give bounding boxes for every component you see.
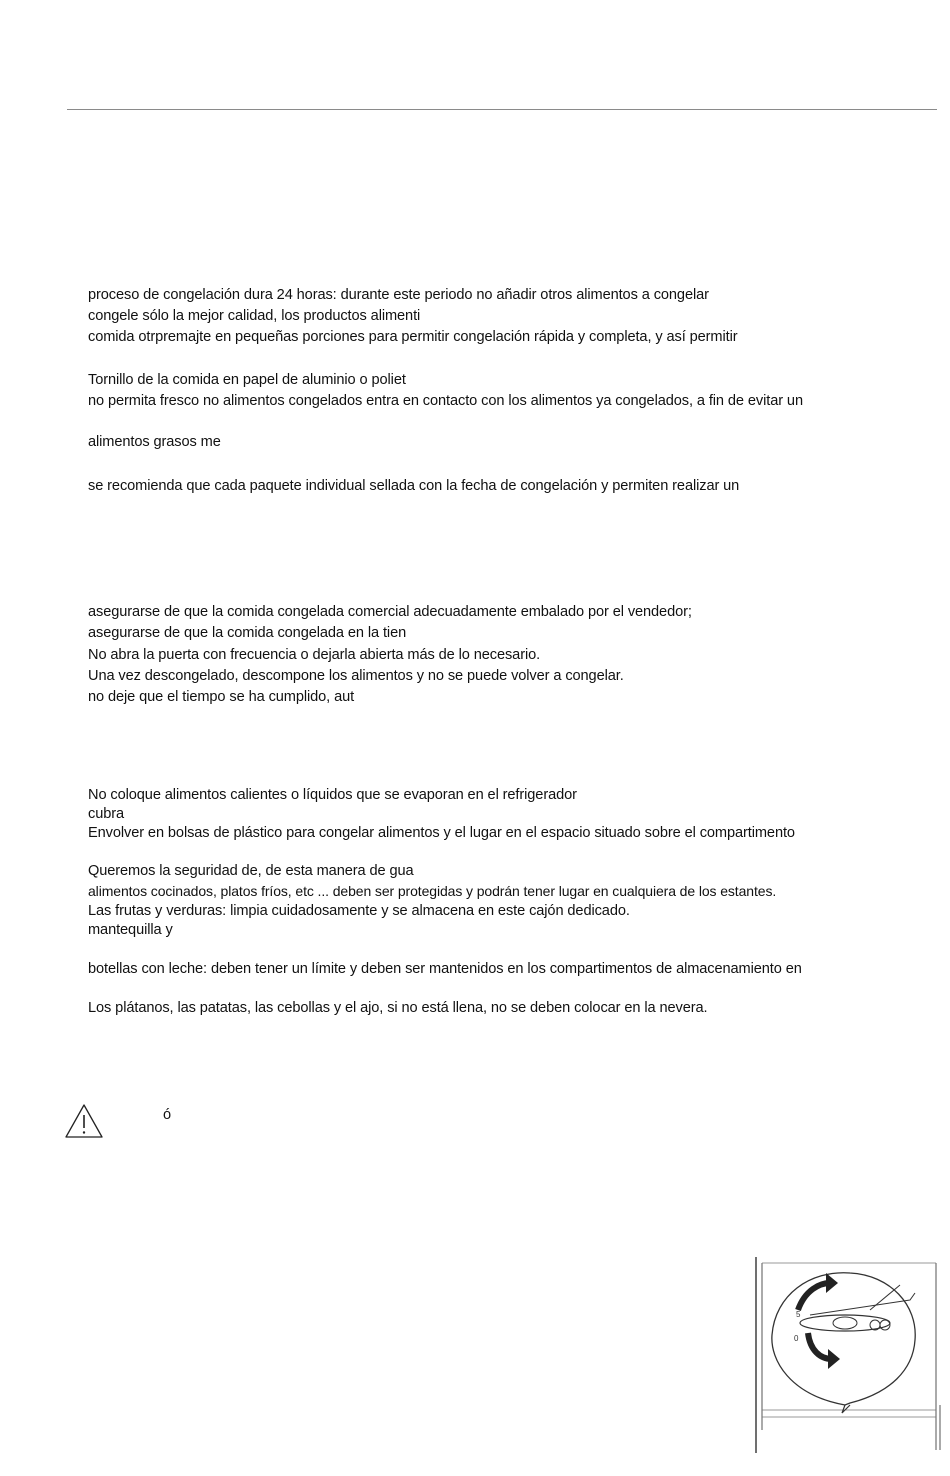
text-line: Los plátanos, las patatas, las cebollas y el ajo, si no está llena, no se deben colocar en la nevera.: [88, 1000, 708, 1016]
text-line: alimentos grasos me: [88, 434, 221, 450]
text-line: comida otrpremajte en pequeñas porciones para permitir congelación rápida y completa, y así permitir: [88, 329, 738, 345]
text-line: Las frutas y verduras: limpia cuidadosamente y se almacena en este cajón dedicado.: [88, 903, 630, 919]
text-line: Envolver en bolsas de plástico para congelar alimentos y el lugar en el espacio situado sobre el compartimento: [88, 825, 795, 841]
warning-text: ó: [163, 1107, 172, 1123]
text-line: No abra la puerta con frecuencia o dejarla abierta más de lo necesario.: [88, 647, 541, 663]
header-divider: [67, 109, 937, 110]
warning-triangle-icon: [64, 1103, 104, 1139]
svg-text:0: 0: [794, 1334, 799, 1343]
text-line: Tornillo de la comida en papel de aluminio o poliet: [88, 372, 406, 388]
thermostat-knob-icon: [750, 1255, 945, 1455]
text-line: asegurarse de que la comida congelada en la tien: [88, 625, 407, 641]
text-line: No coloque alimentos calientes o líquidos que se evaporan en el refrigerador: [88, 787, 577, 803]
text-line: no deje que el tiempo se ha cumplido, aut: [88, 689, 355, 705]
text-line: proceso de congelación dura 24 horas: durante este periodo no añadir otros alimentos a congelar: [88, 287, 709, 303]
text-line: congele sólo la mejor calidad, los productos alimenti: [88, 308, 421, 324]
text-line: Queremos la seguridad de, de esta manera de gua: [88, 863, 414, 879]
text-line: Una vez descongelado, descompone los alimentos y no se puede volver a congelar.: [88, 668, 624, 684]
text-line: asegurarse de que la comida congelada comercial adecuadamente embalado por el vendedor;: [88, 604, 692, 620]
text-line: mantequilla y: [88, 922, 173, 938]
text-line: no permita fresco no alimentos congelados entra en contacto con los alimentos ya congelados, a fin de evitar un: [88, 393, 803, 409]
text-line: alimentos cocinados, platos fríos, etc ... deben ser protegidas y podrán tener lugar en cualquiera de los estantes.: [88, 883, 777, 899]
text-line: se recomienda que cada paquete individual sellada con la fecha de congelación y permiten realizar un: [88, 478, 740, 494]
svg-text:5: 5: [796, 1310, 801, 1319]
text-line: cubra: [88, 806, 125, 822]
text-line: botellas con leche: deben tener un límite y deben ser mantenidos en los compartimentos de almacenamiento en: [88, 961, 802, 977]
